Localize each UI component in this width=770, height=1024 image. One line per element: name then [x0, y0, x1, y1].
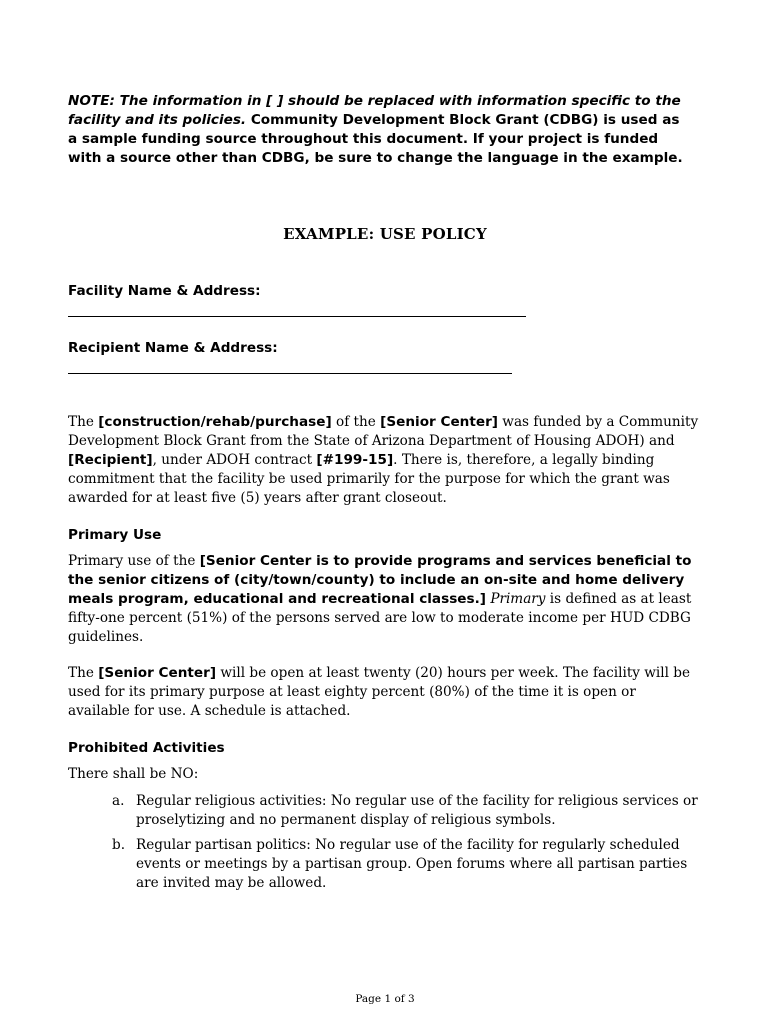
p2-text-1: Primary use of the [68, 553, 200, 569]
recipient-name-address-label: Recipient Name & Address: [68, 340, 278, 356]
primary-use-heading: Primary Use [68, 527, 162, 543]
primary-use-paragraph [68, 552, 708, 647]
list-item-text: Regular partisan politics: No regular use of the facility for regularly scheduled events or meetings by a partisan group. Open forums where all partisan parties are invited may be allowed. [136, 837, 688, 891]
note-body-text: Community Development Block Grant (CDBG) is used as a sample funding source throughout this document. If your project is funded with a source other than CDBG, be sure to change the language in the example. [68, 112, 683, 166]
document-title: EXAMPLE: USE POLICY [283, 225, 487, 243]
facility-blank-line [68, 316, 526, 317]
p1-text-3: was funded by a Community Development Block Grant from the State of Arizona Department of Housing ADOH) and [68, 414, 699, 449]
prohibited-activities-heading: Prohibited Activities [68, 740, 225, 756]
p2-italic-primary: Primary [490, 591, 546, 607]
prohibited-intro: There shall be NO: [68, 766, 199, 782]
list-item-text: Regular religious activities: No regular use of the facility for religious services or proselytizing and no permanent display of religious symbols. [136, 793, 698, 828]
list-marker: a. [112, 793, 125, 809]
p1-bold-contract: [#199-15] [316, 452, 394, 468]
funding-paragraph [68, 413, 708, 508]
p2-text-3: is defined as at least fifty-one percent (51%) of the persons served are low to moderate income per HUD CDBG guidelines. [68, 591, 692, 645]
p2-bold-purpose: [Senior Center is to provide programs and services beneficial to the senior citizens of (city/town/county) to include an on-site and home delivery meals program, educational and recreational classes.] [68, 553, 692, 607]
p3-text-2: will be open at least twenty (20) hours per week. The facility will be used for its primary purpose at least eighty percent (80%) of the time it is open or available for use. A schedule is attached. [68, 665, 691, 719]
p1-bold-project-type: [construction/rehab/purchase] [98, 414, 332, 430]
p1-text-5: . There is, therefore, a legally binding commitment that the facility be used primarily for the purpose for which the grant was awarded for at least five (5) years after grant closeout. [68, 452, 670, 506]
recipient-blank-line [68, 373, 512, 374]
note-italic-text: NOTE: The information in [ ] should be replaced with information specific to the facility and its policies. [68, 93, 681, 128]
p1-bold-facility: [Senior Center] [380, 414, 498, 430]
hours-paragraph [68, 664, 700, 721]
p3-text-1: The [68, 665, 99, 681]
p1-text-4: , under ADOH contract [152, 452, 317, 468]
page-number-footer: Page 1 of 3 [355, 993, 415, 1005]
p1-bold-recipient: [Recipient] [68, 452, 153, 468]
facility-name-address-label: Facility Name & Address: [68, 283, 261, 299]
instruction-note [68, 92, 693, 168]
list-marker: b. [112, 837, 126, 853]
p1-text-2: of the [331, 414, 381, 430]
p3-bold-facility: [Senior Center] [98, 665, 217, 681]
p1-text-1: The [68, 414, 99, 430]
